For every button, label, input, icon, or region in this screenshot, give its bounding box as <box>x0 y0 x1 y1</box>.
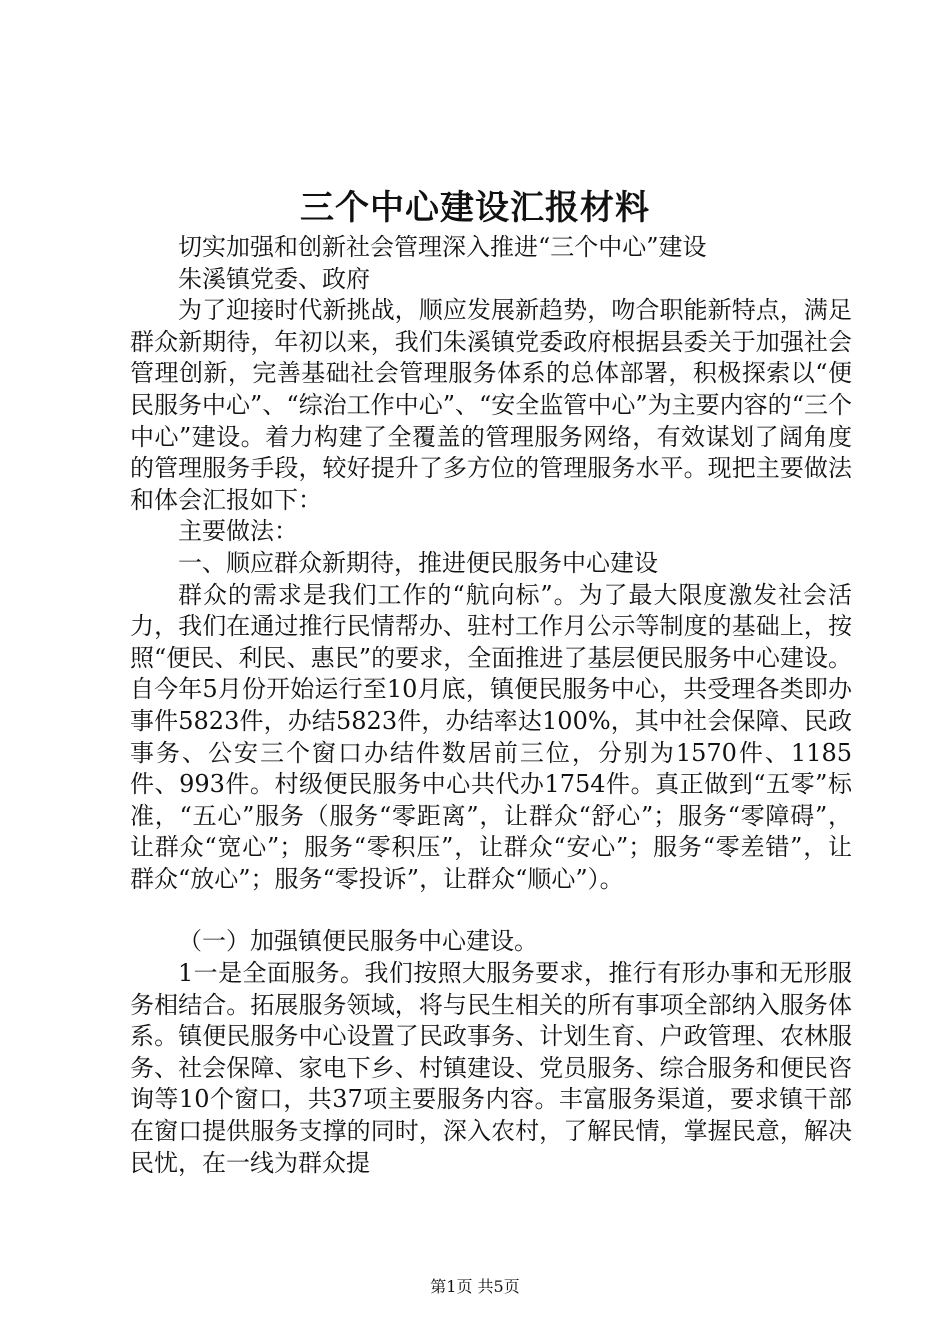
subsection-heading: （一）加强镇便民服务中心建设。 <box>178 927 538 956</box>
subtitle-paragraph: 切实加强和创新社会管理深入推进“三个中心”建设 <box>178 233 707 261</box>
document-body <box>130 232 852 1179</box>
body-paragraph: 群众的需求是我们工作的“航向标”。为了最大限度激发社会活力，我们在通过推行民情帮办、驻村工作月公示等制度的基础上，按照“便民、利民、惠民”的要求，全面推进了基层便民服务中心建设。自今年5月份开始运行至10月底，镇便民服务中心，共受理各类即办事件5823件，办结5823件，办结率达100%，其中社会保障、民政事务、公安三个窗口办结件数居前三位，分别为1570件、1185件、993件。村级便民服务中心共代办1754件。真正做到“五零”标准，“五心”服务（服务“零距离”，让群众“舒心”；服务“零障碍”，让群众“宽心”；服务“零积压”，让群众“安心”；服务“零差错”，让群众“放心”；服务“零投诉”，让群众“顺心”）。 <box>130 580 852 893</box>
page-footer: 第1页 共5页 <box>430 1277 520 1296</box>
body-paragraph: 1一是全面服务。我们按照大服务要求，推行有形办事和无形服务相结合。拓展服务领域，将与民生相关的所有事项全部纳入服务体系。镇便民服务中心设置了民政事务、计划生育、户政管理、农林服务、社会保障、家电下乡、村镇建设、党员服务、综合服务和便民咨询等10个窗口，共37项主要服务内容。丰富服务渠道，要求镇干部在窗口提供服务支撑的同时，深入农村，了解民情，掌握民意，解决民忧，在一线为群众提 <box>130 959 852 1177</box>
intro-paragraph: 为了迎接时代新挑战，顺应发展新趋势，吻合职能新特点，满足群众新期待，年初以来，我们朱溪镇党委政府根据县委关于加强社会管理创新，完善基础社会管理服务体系的总体部署，积极探索以“便民服务中心”、“综治工作中心”、“安全监管中心”为主要内容的“三个中心”建设。着力构建了全覆盖的管理服务网络，有效谋划了阔角度的管理服务手段，较好提升了多方位的管理服务水平。现把主要做法和体会汇报如下： <box>130 296 852 514</box>
section-heading: 一、顺应群众新期待，推进便民服务中心建设 <box>178 548 658 577</box>
author-paragraph: 朱溪镇党委、政府 <box>178 264 370 293</box>
document-title: 三个中心建设汇报材料 <box>300 188 650 228</box>
section-heading: 主要做法： <box>178 517 298 546</box>
